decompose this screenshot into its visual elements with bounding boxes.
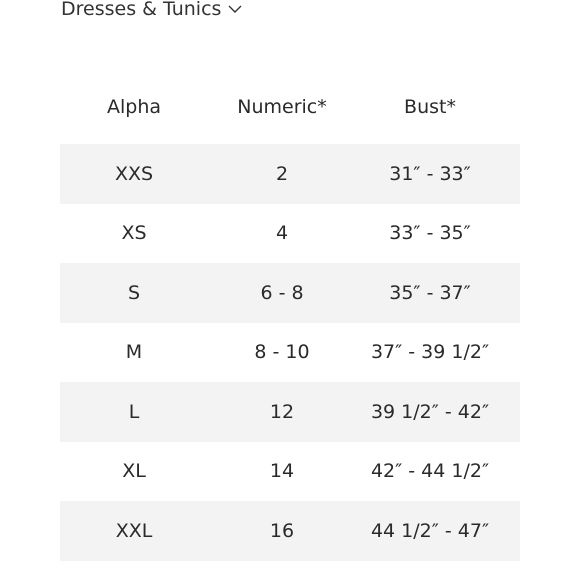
cell-numeric: 14: [269, 460, 295, 483]
table-row: [60, 204, 520, 264]
cell-alpha: L: [128, 400, 140, 423]
cell-numeric: 2: [275, 162, 289, 185]
cell-numeric: 12: [269, 400, 295, 423]
category-label: Dresses & Tunics: [61, 0, 222, 20]
category-dropdown[interactable]: [61, 0, 243, 22]
chevron-down-icon: [227, 1, 243, 17]
cell-alpha: XXL: [115, 519, 153, 542]
column-header-alpha: Alpha: [106, 96, 162, 118]
cell-alpha: XS: [121, 222, 147, 245]
cell-bust: 33″ - 35″: [389, 222, 471, 245]
cell-bust: 44 1/2″ - 47″: [370, 519, 490, 542]
cell-alpha: S: [127, 281, 141, 304]
cell-alpha: XXS: [114, 162, 154, 185]
table-row: [60, 442, 520, 502]
cell-numeric: 6 - 8: [260, 281, 304, 304]
size-chart-table: [60, 70, 520, 561]
column-header-numeric: Numeric*: [237, 96, 327, 118]
cell-alpha: M: [125, 341, 143, 364]
cell-numeric: 4: [275, 222, 289, 245]
table-header-row: [60, 70, 520, 144]
column-header-bust: Bust*: [404, 96, 456, 118]
cell-bust: 35″ - 37″: [389, 281, 471, 304]
cell-numeric: 8 - 10: [254, 341, 310, 364]
table-row: [60, 501, 520, 561]
table-row: [60, 263, 520, 323]
table-row: [60, 382, 520, 442]
table-row: [60, 323, 520, 383]
cell-bust: 42″ - 44 1/2″: [370, 460, 490, 483]
cell-numeric: 16: [269, 519, 295, 542]
cell-bust: 37″ - 39 1/2″: [370, 341, 490, 364]
cell-alpha: XL: [122, 460, 146, 483]
table-body: [60, 144, 520, 561]
table-row: [60, 144, 520, 204]
cell-bust: 39 1/2″ - 42″: [370, 400, 490, 423]
cell-bust: 31″ - 33″: [389, 162, 471, 185]
